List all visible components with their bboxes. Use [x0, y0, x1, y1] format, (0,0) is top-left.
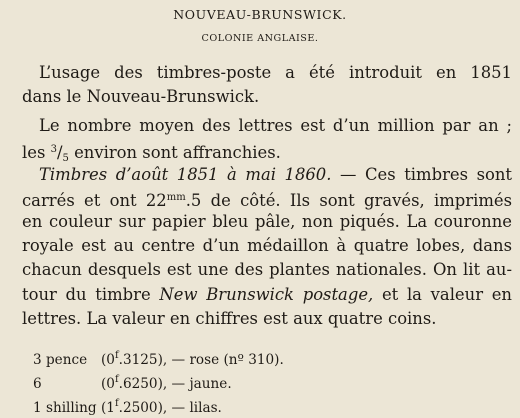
page-title: NOUVEAU-BRUNSWICK. — [173, 7, 347, 22]
fraction-denominator: 5 — [62, 153, 69, 164]
stamp-value: 1 shilling — [33, 400, 97, 416]
paragraph-1-line-1: L’usage des timbres-poste a été introduit en 1851 — [39, 63, 512, 82]
millimetre-unit: mm — [166, 192, 186, 203]
stamp-price-close: .3125), — [118, 352, 168, 368]
fraction-numerator: 3 — [50, 144, 57, 155]
paragraph-3-line-6 — [22, 285, 512, 305]
paragraph-3-line-5: chacun desquels est une des plantes nationales. On lit au- — [22, 260, 512, 279]
franc-unit: f — [114, 374, 119, 385]
paragraph-3-line-1-rest: — Ces timbres sont — [331, 165, 512, 184]
paragraph-3-line-6-suffix: et la valeur en — [373, 285, 512, 304]
paragraph-2-line-2-prefix: les — [22, 143, 51, 162]
page-subtitle: COLONIE ANGLAISE. — [201, 33, 319, 44]
stamp-price-open: (0 — [101, 376, 115, 392]
paragraph-3-line-4: royale est au centre d’un médaillon à quatre lobes, dans — [22, 236, 512, 255]
paragraph-3-line-2-prefix: carrés et ont 22 — [22, 191, 167, 210]
stamp-list — [33, 346, 284, 418]
paragraph-3-line-2-suffix: .5 de côté. Ils sont gravés, imprimés — [185, 191, 512, 210]
paragraph-2-line-1: Le nombre moyen des lettres est d’un million par an ; — [39, 116, 512, 135]
paragraph-3-line-6-prefix: tour du timbre — [22, 285, 160, 304]
stamp-row — [33, 370, 284, 394]
stamp-color: — rose (nº 310). — [167, 352, 284, 368]
stamp-price-open: (0 — [101, 352, 115, 368]
paragraph-2-line-2-suffix: environ sont affranchies. — [68, 143, 281, 162]
stamp-color: — lilas. — [167, 400, 222, 416]
franc-unit: f — [114, 350, 119, 361]
paragraph-3-line-7: lettres. La valeur en chiffres est aux quatre coins. — [22, 309, 437, 328]
stamp-price-open: (1 — [101, 400, 115, 416]
stamp-price-close: .6250), — [118, 376, 168, 392]
stamp-row — [33, 346, 284, 370]
stamp-value: 6 — [33, 376, 42, 392]
fraction-separator: / — [56, 143, 63, 162]
stamp-color: — jaune. — [167, 376, 232, 392]
paragraph-3-line-3: en couleur sur papier bleu pâle, non piqués. La couronne — [22, 212, 512, 231]
stamp-row — [33, 394, 284, 418]
stamp-period-heading: Timbres d’août 1851 à mai 1860. — [39, 165, 332, 184]
stamp-value: 3 pence — [33, 352, 88, 368]
stamp-price-close: .2500), — [118, 400, 168, 416]
paragraph-3-line-1 — [39, 165, 512, 185]
stamp-inscription: New Brunswick postage, — [159, 285, 374, 304]
franc-unit: f — [114, 398, 119, 409]
paragraph-1-line-2: dans le Nouveau-Brunswick. — [22, 87, 260, 106]
paragraph-3-line-2 — [22, 188, 512, 211]
